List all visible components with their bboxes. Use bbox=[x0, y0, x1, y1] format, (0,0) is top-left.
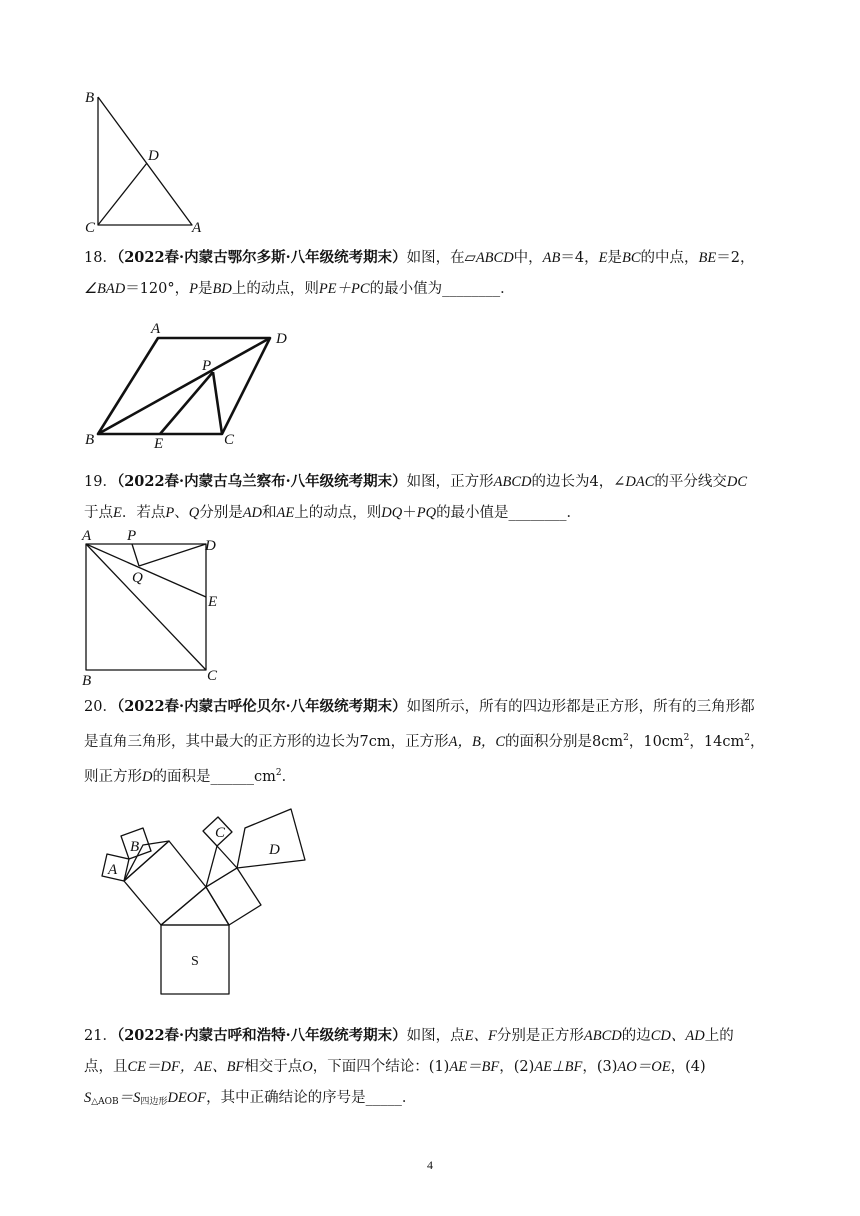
diagonal-ac bbox=[86, 544, 206, 670]
question-18-line-1: 18．（2022春·内蒙古鄂尔多斯·八年级统考期末）如图，在▱ABCD中，AB＝4，E是BC的中点，BE＝2， bbox=[84, 249, 755, 266]
question-21-line-3: $S_{\triangle AOB}=S_{四边形}DEOF$，其中正确结论的序号是_____． bbox=[84, 1090, 417, 1107]
question-19-line-1: 19．（2022春·内蒙古乌兰察布·八年级统考期末）如图，正方形ABCD的边长为4，∠DAC的平分线交DC bbox=[84, 473, 748, 490]
label-b: B bbox=[85, 432, 95, 448]
square-d bbox=[237, 809, 305, 868]
label-a: A bbox=[82, 528, 92, 544]
page-number: 4 bbox=[427, 1158, 433, 1172]
label-e: E bbox=[208, 594, 218, 610]
question-18-line-2: ∠BAD＝120°，P是BD上的动点，则PE＋PC的最小值为________． bbox=[84, 281, 515, 297]
label-b: B bbox=[85, 90, 95, 106]
question-19 bbox=[84, 466, 780, 529]
label-d: D bbox=[205, 538, 216, 554]
label-p: P bbox=[127, 528, 137, 544]
question-20 bbox=[84, 691, 780, 793]
label-c: C bbox=[85, 220, 96, 236]
question-21 bbox=[84, 1020, 780, 1118]
triangle-bca bbox=[98, 97, 192, 225]
label-a: A bbox=[192, 220, 202, 236]
segment-dq bbox=[139, 544, 206, 566]
question-20-line-3: 则正方形D的面积是$\_\_\_\_\_\_cm^2$． bbox=[84, 768, 297, 785]
label-s: S bbox=[191, 954, 199, 969]
segment-cd bbox=[98, 163, 147, 225]
bisector-ae bbox=[86, 544, 206, 597]
question-number: 18． bbox=[84, 250, 117, 266]
label-d: D bbox=[148, 148, 159, 164]
label-c: C bbox=[207, 668, 218, 684]
question-21-line-1: 21．（2022春·内蒙古呼和浩特·八年级统考期末）如图，点E、F分别是正方形ABCD的边CD、AD上的 bbox=[84, 1027, 734, 1044]
label-p: P bbox=[202, 358, 212, 374]
diagonal-bd bbox=[98, 338, 270, 434]
triangle-right bbox=[206, 846, 237, 887]
label-a: A bbox=[108, 862, 118, 878]
segment-pq bbox=[132, 544, 139, 566]
label-d: D bbox=[269, 842, 280, 858]
question-source: （2022春·内蒙古鄂尔多斯·八年级统考期末） bbox=[116, 249, 407, 266]
label-b: B bbox=[82, 673, 92, 689]
label-e: E bbox=[154, 436, 164, 452]
figure-q18-parallelogram bbox=[80, 318, 300, 453]
figure-q17-triangle bbox=[80, 85, 220, 240]
question-20-line-1: 20．（2022春·内蒙古呼伦贝尔·八年级统考期末）如图所示，所有的四边形都是正方形，所有的三角形都 bbox=[84, 698, 755, 715]
question-19-line-2: 于点E．若点P、Q分别是AD和AE上的动点，则DQ＋PQ的最小值是________． bbox=[84, 505, 582, 521]
figure-q19-square bbox=[80, 530, 250, 690]
label-q: Q bbox=[132, 570, 143, 586]
label-c: C bbox=[215, 825, 226, 841]
square-right-mid bbox=[206, 868, 261, 925]
question-21-line-2: 点，且CE＝DF，AE、BF相交于点O，下面四个结论：(1)AE＝BF，(2)AE⊥BF，(3)AO＝OE，(4) bbox=[84, 1059, 706, 1075]
label-c: C bbox=[224, 432, 235, 448]
figure-q20-pythagoras-squares bbox=[95, 805, 315, 1000]
label-a: A bbox=[151, 321, 161, 337]
question-18 bbox=[84, 242, 780, 305]
segment-pe bbox=[160, 372, 213, 434]
question-20-line-2: 是直角三角形，其中最大的正方形的边长为7cm，正方形A，B，C的面积分别是$8cm^2$，$10cm^2$，$14cm^2$， bbox=[84, 733, 765, 750]
segment-pc bbox=[213, 372, 222, 434]
label-b: B bbox=[130, 839, 140, 855]
triangle-main bbox=[161, 887, 229, 925]
label-d: D bbox=[276, 331, 287, 347]
